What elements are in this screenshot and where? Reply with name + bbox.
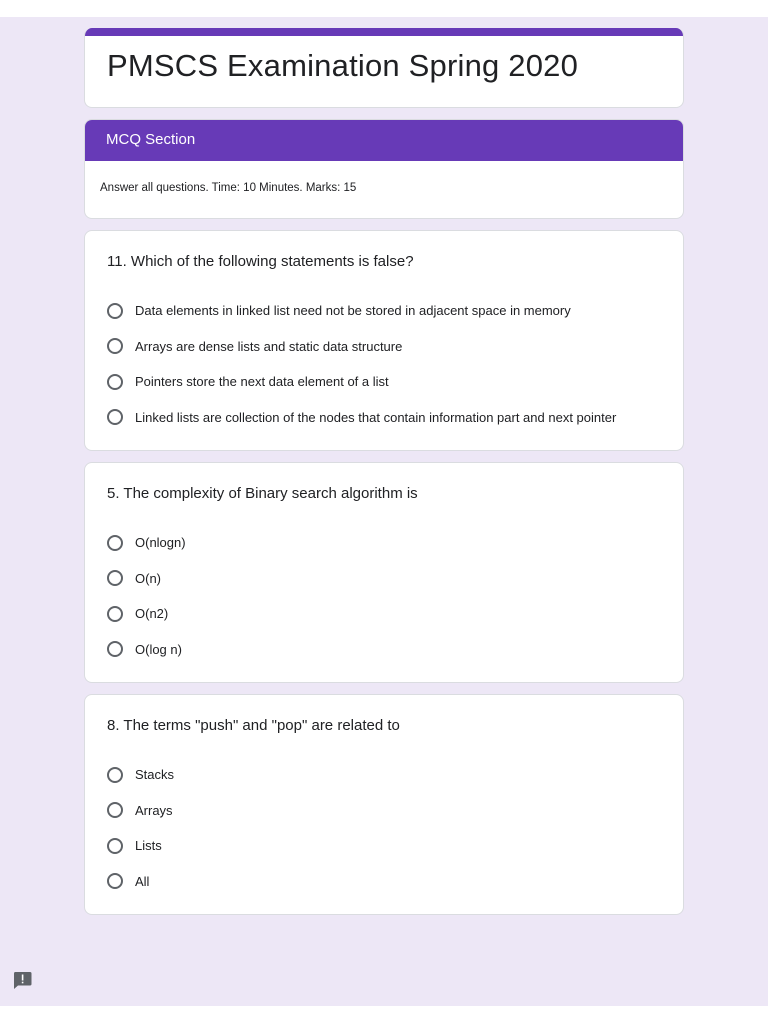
option-label: O(log n): [135, 641, 182, 657]
question-card: [84, 230, 684, 451]
option-label: All: [135, 873, 150, 889]
option-label: O(n2): [135, 606, 169, 622]
radio-group: [107, 293, 677, 435]
radio-button[interactable]: [107, 409, 123, 425]
radio-option[interactable]: [107, 828, 677, 864]
question-title: 8. The terms "push" and "pop" are related to: [107, 717, 400, 734]
radio-button[interactable]: [107, 374, 123, 390]
radio-option[interactable]: [107, 400, 677, 436]
radio-button[interactable]: [107, 838, 123, 854]
option-label: Pointers store the next data element of a list: [135, 374, 389, 390]
radio-button[interactable]: [107, 606, 123, 622]
radio-button[interactable]: [107, 767, 123, 783]
radio-button[interactable]: [107, 535, 123, 551]
radio-button[interactable]: [107, 338, 123, 354]
radio-option[interactable]: [107, 757, 677, 793]
radio-option[interactable]: [107, 632, 677, 668]
radio-group: [107, 525, 677, 667]
radio-option[interactable]: [107, 364, 677, 400]
radio-option[interactable]: [107, 329, 677, 365]
section-card: [84, 119, 684, 219]
question-title: 5. The complexity of Binary search algorithm is: [107, 485, 418, 502]
option-label: Arrays are dense lists and static data structure: [135, 338, 403, 354]
question-title: 11. Which of the following statements is false?: [107, 253, 414, 270]
radio-button[interactable]: [107, 802, 123, 818]
option-label: Linked lists are collection of the nodes that contain information part and next pointer: [135, 409, 617, 425]
form-header-card: [84, 28, 684, 108]
radio-option[interactable]: [107, 793, 677, 829]
section-title: MCQ Section: [84, 119, 684, 161]
option-label: Stacks: [135, 767, 175, 783]
option-label: Lists: [135, 838, 162, 854]
radio-option[interactable]: [107, 596, 677, 632]
radio-option[interactable]: [107, 561, 677, 597]
radio-option[interactable]: [107, 864, 677, 900]
header-accent-bar: [85, 28, 683, 36]
form-title: PMSCS Examination Spring 2020: [107, 48, 579, 83]
radio-button[interactable]: [107, 303, 123, 319]
option-label: Arrays: [135, 802, 173, 818]
radio-option[interactable]: [107, 525, 677, 561]
option-label: O(nlogn): [135, 535, 186, 551]
report-problem-icon[interactable]: [12, 970, 33, 991]
radio-option[interactable]: [107, 293, 677, 329]
radio-button[interactable]: [107, 570, 123, 586]
section-description: Answer all questions. Time: 10 Minutes. Marks: 15: [100, 182, 357, 194]
question-card: [84, 694, 684, 915]
option-label: O(n): [135, 570, 161, 586]
option-label: Data elements in linked list need not be stored in adjacent space in memory: [135, 303, 571, 319]
radio-button[interactable]: [107, 873, 123, 889]
radio-button[interactable]: [107, 641, 123, 657]
question-card: [84, 462, 684, 683]
radio-group: [107, 757, 677, 899]
